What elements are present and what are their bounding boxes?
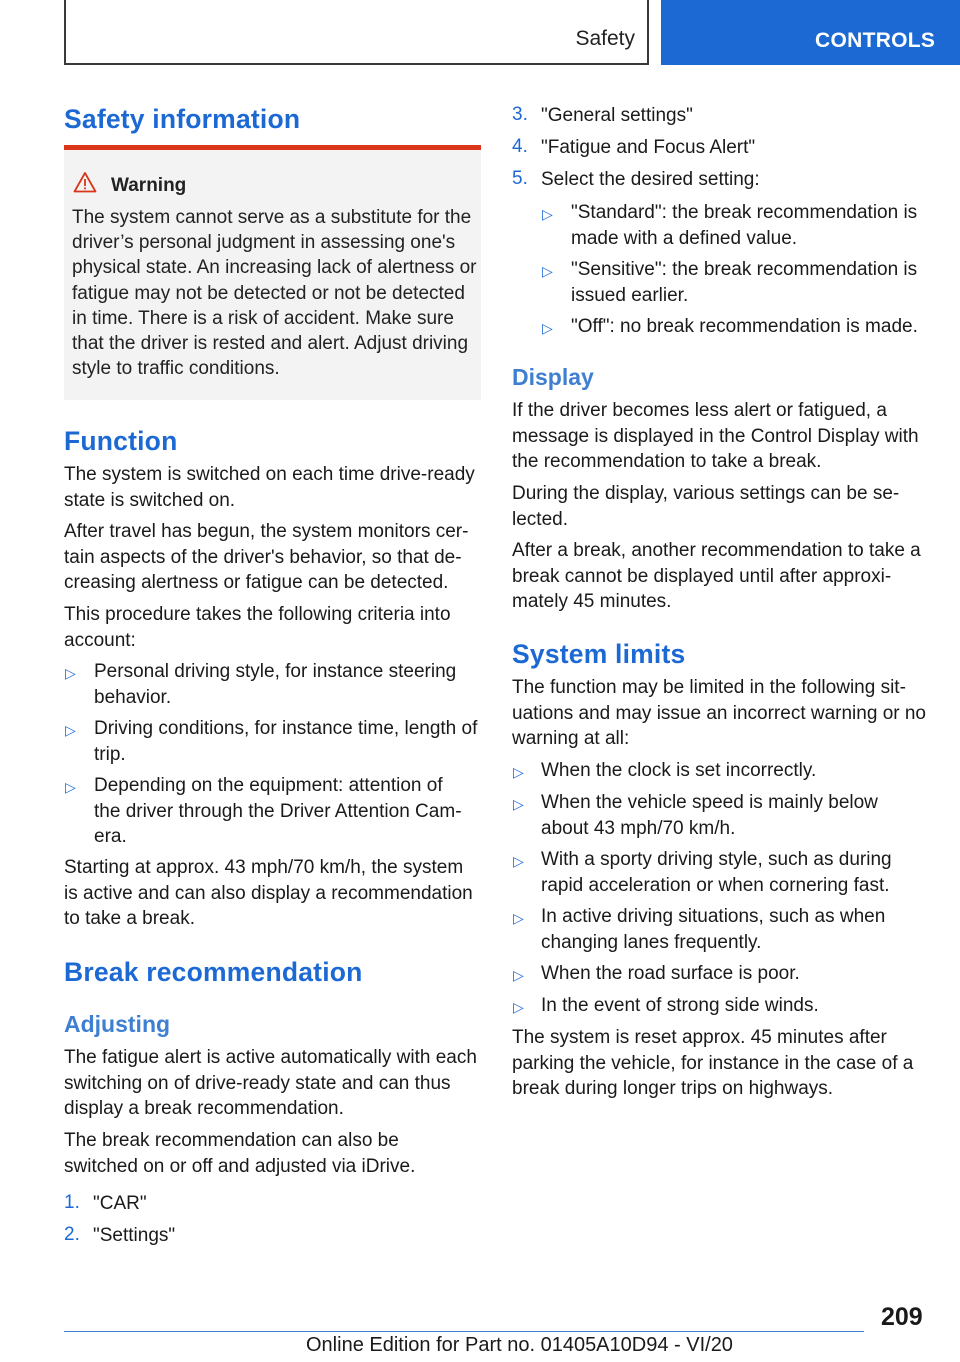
setting-option: "Sensitive": the break recommendation is issued earlier. [571, 259, 918, 306]
warning-triangle-icon [73, 171, 97, 193]
limits-paragraph-2: The system is reset approx. 45 minutes after parking the vehicle, for instance in the case of a break during longer trips on highways. [512, 1027, 914, 1099]
limits-paragraph-1: The function may be limited in the following situations and may issue an incorrect warning or no warning at all: [512, 677, 927, 749]
header-section-title: Safety [575, 27, 635, 50]
setting-option: "Off": no break recommendation is made. [571, 316, 918, 337]
step-number: 2. [64, 1224, 80, 1245]
bullet-icon: ▷ [542, 206, 553, 222]
warning-text: The system cannot serve as a substitute for the driver’s personal judgment in assessing one's physical state. An increasing lack of alertness or fatigue may not be detected or not be detected in time. There is a risk of accident. Make sure that the driver is rested and alert. Adjust driving style to traffic conditions. [72, 207, 477, 380]
footer-divider [64, 1331, 864, 1332]
function-heading: Function [64, 426, 178, 456]
bullet-icon: ▷ [65, 722, 76, 738]
step-number: 3. [512, 104, 528, 125]
adjusting-paragraph-2: The break recommendation can also be switched on or off and adjusted via iDrive. [64, 1130, 416, 1177]
limit-item: In the event of strong side winds. [541, 995, 819, 1016]
bullet-icon: ▷ [65, 665, 76, 681]
step-text: Select the desired setting: [541, 169, 760, 190]
page-number: 209 [881, 1303, 923, 1331]
display-paragraph-1: If the driver becomes less alert or fatigued, a message is displayed in the Control Display with the recommendation to take a break. [512, 400, 919, 472]
safety-information-heading: Safety information [64, 104, 301, 134]
function-paragraph-3: This procedure takes the following criteria into account: [64, 604, 451, 651]
step-text: "Fatigue and Focus Alert" [541, 137, 756, 158]
limit-item: With a sporty driving style, such as during rapid acceleration or when cornering fast. [541, 849, 892, 896]
warning-title: Warning [111, 175, 187, 196]
step-number: 4. [512, 136, 528, 157]
function-paragraph-4: Starting at approx. 43 mph/70 km/h, the system is active and can also display a recommendation to take a break. [64, 857, 473, 929]
step-number: 1. [64, 1192, 80, 1213]
setting-option: "Standard": the break recommendation is made with a defined value. [571, 202, 918, 249]
bullet-icon: ▷ [513, 853, 524, 869]
display-heading: Display [512, 364, 594, 390]
criteria-item: Driving conditions, for instance time, length of trip. [94, 718, 478, 765]
header-chapter-label: CONTROLS [815, 29, 936, 52]
criteria-item: Depending on the equipment: attention of the driver through the Driver Attention Camera. [94, 775, 462, 847]
function-paragraph-1: The system is switched on each time drive-ready state is switched on. [64, 464, 475, 511]
bullet-icon: ▷ [65, 779, 76, 795]
bullet-icon: ▷ [513, 910, 524, 926]
step-text: "CAR" [93, 1193, 147, 1214]
display-paragraph-2: During the display, various settings can be selected. [512, 483, 900, 530]
break-recommendation-heading: Break recommendation [64, 957, 363, 987]
bullet-icon: ▷ [513, 967, 524, 983]
step-text: "Settings" [93, 1225, 176, 1246]
adjusting-heading: Adjusting [64, 1011, 171, 1037]
footer-edition: Online Edition for Part no. 01405A10D94 - VI/20 [306, 1334, 733, 1356]
step-number: 5. [512, 168, 528, 189]
bullet-icon: ▷ [513, 999, 524, 1015]
header-section-box [64, 0, 649, 65]
criteria-item: Personal driving style, for instance steering behavior. [94, 661, 457, 708]
limit-item: In active driving situations, such as when changing lanes frequently. [541, 906, 886, 953]
system-limits-heading: System limits [512, 639, 686, 669]
limit-item: When the clock is set incorrectly. [541, 760, 817, 781]
bullet-icon: ▷ [542, 263, 553, 279]
function-paragraph-2: After travel has begun, the system monitors certain aspects of the driver's behavior, so that decreasing alertness or fatigue can be detected. [64, 521, 469, 593]
limit-item: When the road surface is poor. [541, 963, 800, 984]
bullet-icon: ▷ [513, 764, 524, 780]
header-chapter-tab[interactable] [661, 0, 960, 65]
bullet-icon: ▷ [513, 796, 524, 812]
display-paragraph-3: After a break, another recommendation to take a break cannot be displayed until after approximately 45 minutes. [512, 540, 921, 612]
step-text: "General settings" [541, 105, 693, 126]
limit-item: When the vehicle speed is mainly below about 43 mph/70 km/h. [541, 792, 878, 839]
bullet-icon: ▷ [542, 320, 553, 336]
adjusting-paragraph-1: The fatigue alert is active automatically with each switching on of drive-ready state and can thus display a break recommendation. [64, 1047, 477, 1119]
